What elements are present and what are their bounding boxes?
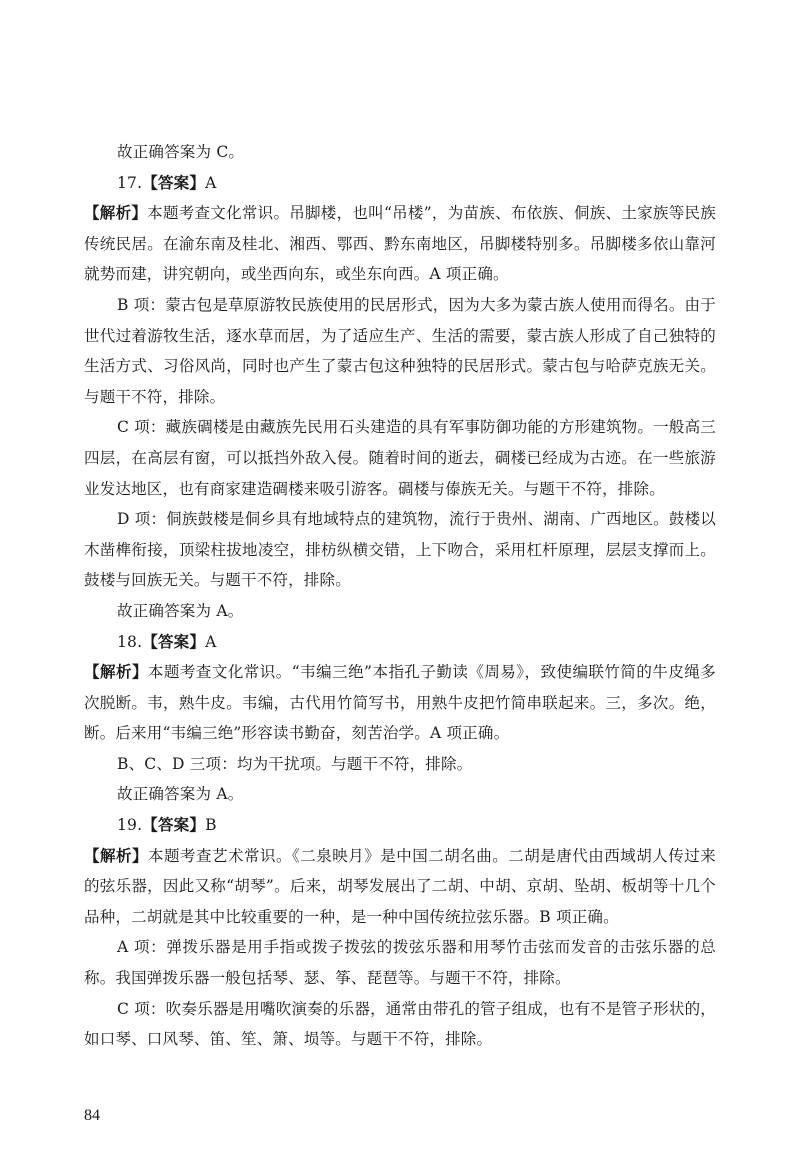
page-number: 84 bbox=[84, 1107, 100, 1124]
answer-value: A bbox=[205, 632, 217, 651]
paragraph-text: D 项：侗族鼓楼是侗乡具有地域特点的建筑物，流行于贵州、湖南、广西地区。鼓楼以木凿榫衔接，顶梁柱拔地凌空，排枋纵横交错，上下吻合，采用杠杆原理，层层支撑而上。鼓楼与回族无关。与题干不符，排除。 bbox=[84, 510, 716, 590]
answer-line bbox=[84, 627, 716, 658]
analysis-paragraph bbox=[84, 198, 716, 290]
question-number: 19. bbox=[117, 816, 143, 835]
analysis-text: 本题考查文化常识。吊脚楼，也叫“吊楼”，为苗族、布依族、侗族、土家族等民族传统民居。在渝东南及桂北、湘西、鄂西、黔东南地区，吊脚楼特别多。吊脚楼多依山靠河就势而建，讲究朝向，或坐西向东，或坐东向西。A 项正确。 bbox=[84, 204, 716, 284]
analysis-text: 本题考查文化常识。“韦编三绝”本指孔子勤读《周易》，致使编联竹简的牛皮绳多次脱断。韦，熟牛皮。韦编，古代用竹简写书，用熟牛皮把竹简串联起来。三，多次。绝，断。后来用“韦编三绝”形容读书勤奋，刻苦治学。A 项正确。 bbox=[84, 663, 716, 743]
answer-value: A bbox=[205, 173, 217, 192]
body-paragraph bbox=[84, 749, 716, 780]
answer-value: B bbox=[205, 816, 217, 835]
document-body bbox=[84, 137, 716, 1055]
paragraph-text: C 项：藏族碉楼是由藏族先民用石头建造的具有军事防御功能的方形建筑物。一般高三四层，在高层有窗，可以抵挡外敌入侵。随着时间的逝去，碉楼已经成为古迹。在一些旅游业发达地区，也有商家建造碉楼来吸引游客。碉楼与傣族无关。与题干不符，排除。 bbox=[84, 418, 716, 498]
analysis-paragraph bbox=[84, 841, 716, 933]
body-paragraph bbox=[84, 137, 716, 168]
paragraph-text: 故正确答案为 A。 bbox=[117, 601, 244, 620]
body-paragraph bbox=[84, 994, 716, 1055]
body-paragraph bbox=[84, 932, 716, 993]
answer-label: 【答案】 bbox=[142, 815, 206, 835]
paragraph-text: 故正确答案为 A。 bbox=[117, 785, 244, 804]
paragraph-text: 故正确答案为 C。 bbox=[117, 143, 245, 161]
question-number: 17. bbox=[117, 173, 143, 192]
analysis-label: 【解析】 bbox=[84, 203, 148, 223]
analysis-paragraph bbox=[84, 657, 716, 749]
answer-label: 【答案】 bbox=[142, 172, 206, 192]
analysis-text: 本题考查艺术常识。《二泉映月》是中国二胡名曲。二胡是唐代由西域胡人传过来的弦乐器，因此又称“胡琴”。后来，胡琴发展出了二胡、中胡、京胡、坠胡、板胡等十几个品种，二胡就是其中比较重要的一种，是一种中国传统拉弦乐器。B 项正确。 bbox=[84, 846, 716, 926]
body-paragraph bbox=[84, 412, 716, 504]
analysis-label: 【解析】 bbox=[84, 662, 148, 682]
paragraph-text: A 项：弹拨乐器是用手指或拨子拨弦的拨弦乐器和用琴竹击弦而发音的击弦乐器的总称。我国弹拨乐器一般包括琴、瑟、筝、琵琶等。与题干不符，排除。 bbox=[84, 938, 716, 988]
body-paragraph bbox=[84, 504, 716, 596]
body-paragraph bbox=[84, 290, 716, 412]
question-number: 18. bbox=[117, 632, 143, 651]
paragraph-text: B、C、D 三项：均为干扰项。与题干不符，排除。 bbox=[117, 754, 473, 773]
answer-line bbox=[84, 810, 716, 841]
body-paragraph bbox=[84, 779, 716, 810]
body-paragraph bbox=[84, 596, 716, 627]
paragraph-text: B 项：蒙古包是草原游牧民族使用的民居形式，因为大多为蒙古族人使用而得名。由于世代过着游牧生活，逐水草而居，为了适应生产、生活的需要，蒙古族人形成了自己独特的生活方式、习俗风尚，同时也产生了蒙古包这种独特的民居形式。蒙古包与哈萨克族无关。与题干不符，排除。 bbox=[84, 295, 716, 406]
answer-line bbox=[84, 168, 716, 199]
answer-label: 【答案】 bbox=[142, 631, 206, 651]
analysis-label: 【解析】 bbox=[84, 845, 149, 865]
paragraph-text: C 项：吹奏乐器是用嘴吹演奏的乐器，通常由带孔的管子组成，也有不是管子形状的，如口琴、口风琴、笛、笙、箫、埙等。与题干不符，排除。 bbox=[84, 999, 716, 1049]
